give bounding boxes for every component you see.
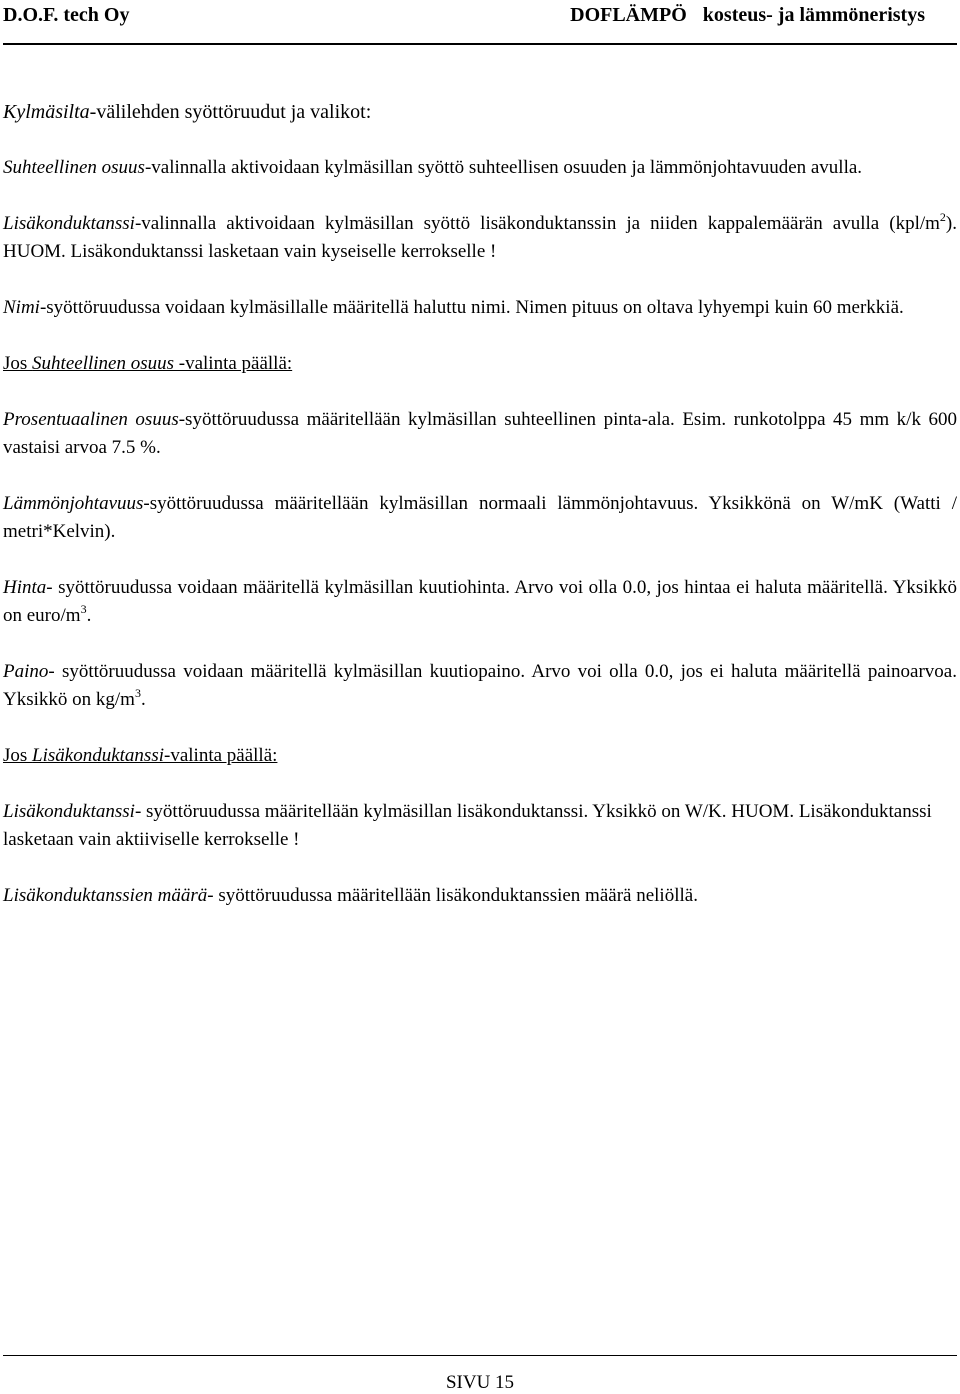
- paragraph-text: - syöttöruudussa määritellään lisäkonduktanssien määrä neliöllä.: [207, 885, 698, 906]
- superscript: 3: [80, 602, 87, 616]
- superscript: 2: [939, 210, 946, 224]
- section-heading-text: -välilehden syöttöruudut ja valikot:: [89, 101, 372, 123]
- term: Lisäkonduktanssi: [3, 801, 135, 822]
- term: Prosentuaalinen osuus: [3, 409, 179, 430]
- paragraph-text: - syöttöruudussa määritellään kylmäsillan lisäkonduktanssi. Yksikkö on W/K. HUOM. Lisäkonduktanssi lasketaan vain aktiiviselle kerrokselle !: [3, 801, 932, 850]
- paragraph-text: -valinnalla aktivoidaan kylmäsillan syöttö suhteellisen osuuden ja lämmönjohtavuuden avulla.: [144, 157, 863, 178]
- page-number: SIVU 15: [445, 1372, 515, 1393]
- term: Suhteellinen osuus: [32, 353, 174, 374]
- paragraph-text: - syöttöruudussa voidaan määritellä kylmäsillan kuutiopaino. Arvo voi olla 0.0, jos ei haluta määritellä painoarvoa. Yksikkö on kg/m: [3, 661, 957, 710]
- paragraph-hinta: [3, 574, 957, 630]
- document-body: [3, 98, 957, 938]
- term: Suhteellinen osuus: [3, 157, 145, 178]
- term: Lämmönjohtavuus: [3, 493, 144, 514]
- paragraph-lisakonduktanssien-maara: [3, 882, 957, 910]
- superscript: 3: [134, 686, 141, 700]
- paragraph-lammonjohtavuus: [3, 490, 957, 546]
- paragraph-nimi: [3, 294, 957, 322]
- company-name: D.O.F. tech Oy: [3, 4, 130, 26]
- paragraph-end: .: [86, 605, 92, 626]
- paragraph-text: -syöttöruudussa voidaan kylmäsillalle määritellä haluttu nimi. Nimen pituus on oltava lyhyempi kuin 60 merkkiä.: [39, 297, 904, 318]
- paragraph-end: .: [140, 689, 146, 710]
- paragraph-text: -syöttöruudussa määritellään kylmäsillan normaali lämmönjohtavuus. Yksikkönä on W/mK (Watti / metri*Kelvin).: [3, 493, 957, 542]
- condition-heading-suhteellinen: [3, 350, 957, 378]
- paragraph-text: -valinnalla aktivoidaan kylmäsillan syöttö lisäkonduktanssin ja niiden kappalemäärän avulla (kpl/m: [134, 213, 940, 234]
- term: Lisäkonduktanssi: [32, 745, 164, 766]
- term: Lisäkonduktanssien määrä: [3, 885, 208, 906]
- product-name: DOFLÄMPÖ: [570, 4, 687, 26]
- section-heading-term: Kylmäsilta: [3, 101, 90, 123]
- section-heading: [3, 98, 957, 126]
- footer-divider: [3, 1355, 957, 1356]
- term: Hinta: [3, 577, 47, 598]
- product-subtitle: kosteus- ja lämmöneristys: [702, 4, 925, 26]
- header-divider: [3, 43, 957, 45]
- paragraph-suhteellinen-osuus: [3, 154, 957, 182]
- condition-post: -valinta päällä:: [164, 745, 278, 766]
- term: Lisäkonduktanssi: [3, 213, 135, 234]
- paragraph-prosentuaalinen-osuus: [3, 406, 957, 462]
- term: Paino: [3, 661, 49, 682]
- condition-post: -valinta päällä:: [174, 353, 293, 374]
- paragraph-lisakonduktanssi: [3, 210, 957, 266]
- paragraph-text: -syöttöruudussa määritellään kylmäsillan suhteellinen pinta-ala. Esim. runkotolppa 45 mm k/k 600 vastaisi arvoa 7.5 %.: [3, 409, 957, 458]
- paragraph-text: ). HUOM. Lisäkonduktanssi lasketaan vain kyseiselle kerrokselle !: [3, 213, 957, 262]
- term: Nimi: [3, 297, 40, 318]
- condition-heading-lisakonduktanssi: [3, 742, 957, 770]
- paragraph-lisakonduktanssi-input: [3, 798, 957, 854]
- paragraph-paino: [3, 658, 957, 714]
- condition-pre: Jos: [3, 745, 33, 766]
- product-title: [554, 4, 925, 27]
- condition-pre: Jos: [3, 353, 33, 374]
- paragraph-text: - syöttöruudussa voidaan määritellä kylmäsillan kuutiohinta. Arvo voi olla 0.0, jos hintaa ei haluta määritellä. Yksikkö on euro/m: [3, 577, 957, 626]
- page-header: [3, 4, 957, 28]
